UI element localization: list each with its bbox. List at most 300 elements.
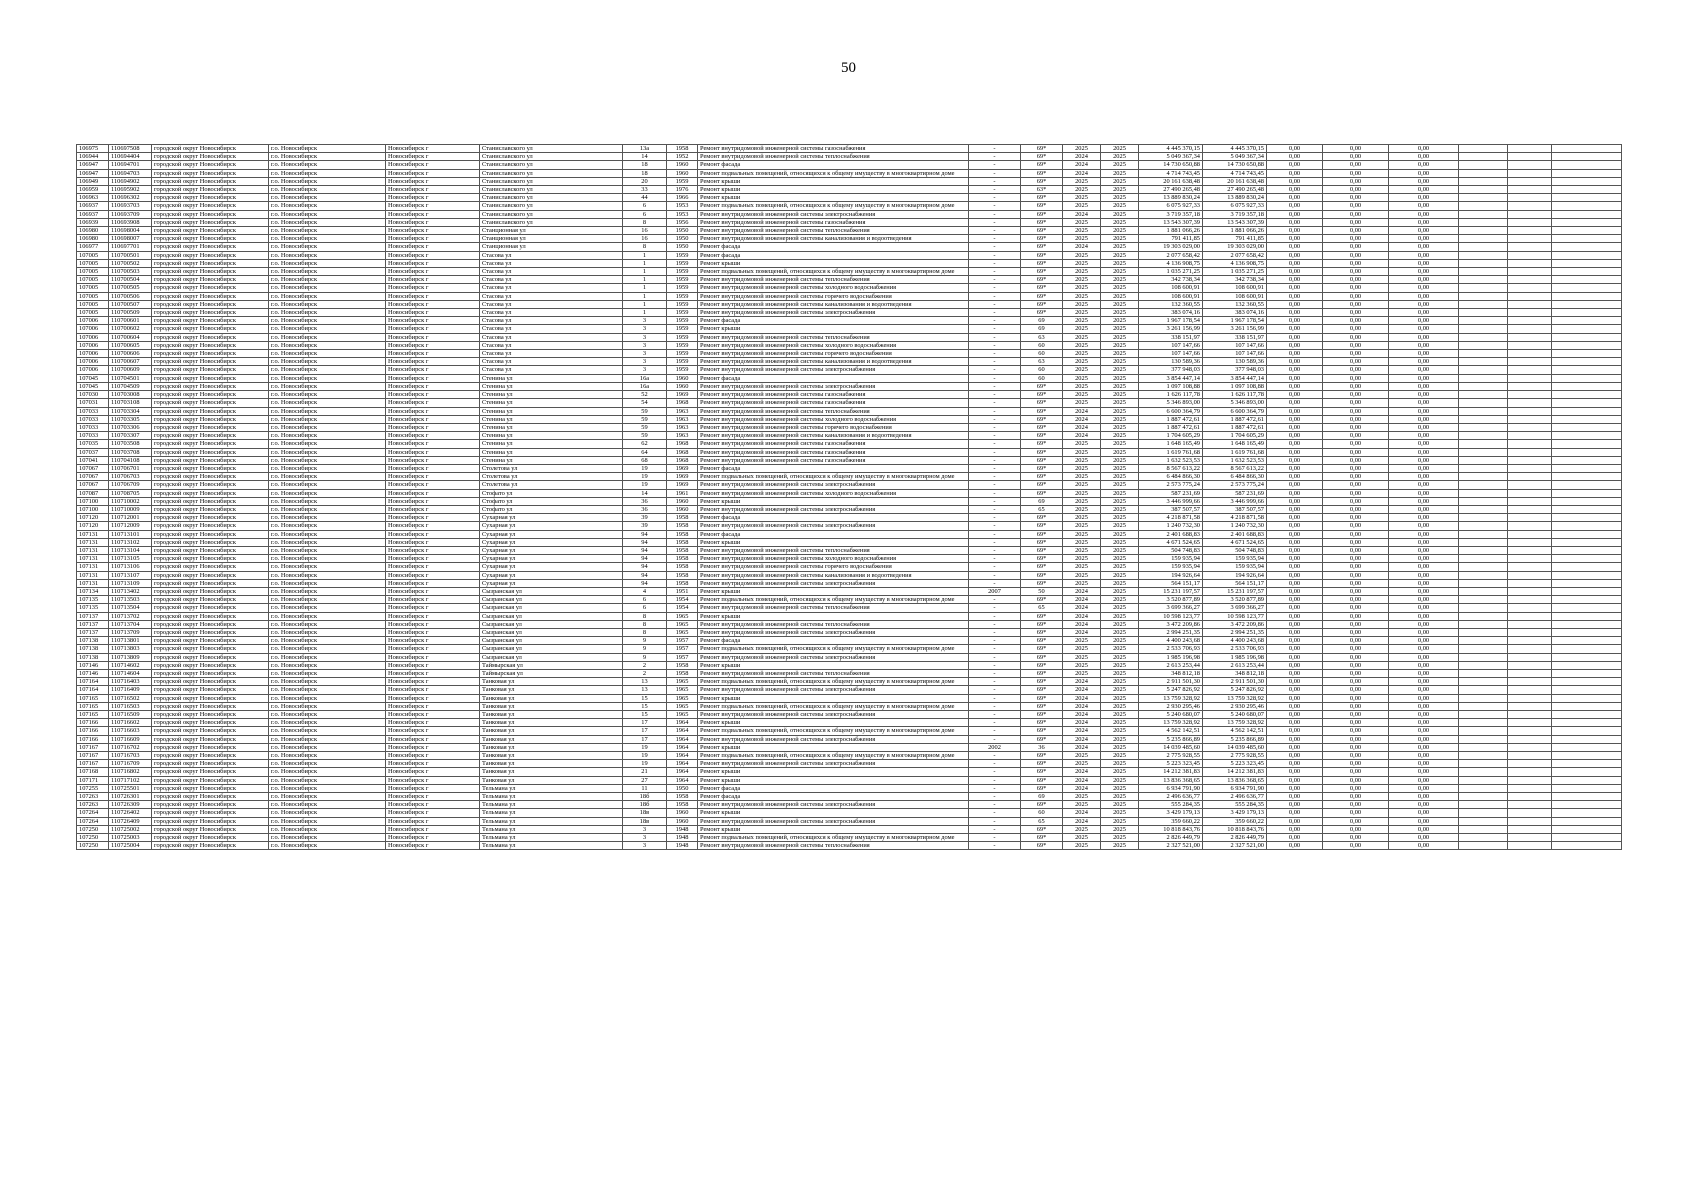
table-row <box>77 432 1622 440</box>
cell-fund-cost: 20 161 638,48 <box>1203 177 1267 185</box>
cell-settlement: Новосибирск г <box>386 177 480 185</box>
cell-plan-start-year: 2025 <box>1063 637 1101 645</box>
cell-house-number: 19 <box>623 464 667 472</box>
cell-house-id: 106937 <box>77 210 109 218</box>
cell-total-cost: 383 074,16 <box>1139 309 1203 317</box>
cell-plan-end-year: 2025 <box>1101 522 1139 530</box>
cell-total-cost: 5 346 893,00 <box>1139 399 1203 407</box>
cell-total-cost: 10 598 123,77 <box>1139 612 1203 620</box>
cell-plan-end-year: 2025 <box>1101 817 1139 825</box>
cell-build-year: 1960 <box>667 497 698 505</box>
cell-total-cost: 791 411,85 <box>1139 235 1203 243</box>
cell-plan-start-year: 2025 <box>1063 661 1101 669</box>
cell-settlement: Новосибирск г <box>386 194 480 202</box>
cell-settlement: Новосибирск г <box>386 366 480 374</box>
cell-local-cost: 0,00 <box>1389 678 1459 686</box>
cell-district: г.о. Новосибирск <box>269 186 386 194</box>
cell-build-year: 1959 <box>667 317 698 325</box>
cell-build-year: 1950 <box>667 227 698 235</box>
cell-empty <box>1459 637 1508 645</box>
cell-empty <box>1508 678 1552 686</box>
cell-regional-cost: 0,00 <box>1323 309 1389 317</box>
cell-house-id: 107005 <box>77 300 109 308</box>
cell-fund-cost: 19 303 029,00 <box>1203 243 1267 251</box>
table-row <box>77 145 1622 153</box>
cell-house-id: 107005 <box>77 251 109 259</box>
cell-district: г.о. Новосибирск <box>269 481 386 489</box>
cell-wear-percent: 69* <box>1021 456 1063 464</box>
cell-empty <box>1459 711 1508 719</box>
cell-empty <box>1459 752 1508 760</box>
cell-plan-start-year: 2025 <box>1063 645 1101 653</box>
cell-district: г.о. Новосибирск <box>269 407 386 415</box>
cell-total-cost: 1 881 066,26 <box>1139 227 1203 235</box>
cell-house-number: 52 <box>623 391 667 399</box>
cell-empty <box>1459 514 1508 522</box>
cell-budget-cost: 0,00 <box>1267 694 1323 702</box>
table-row <box>77 317 1622 325</box>
cell-settlement: Новосибирск г <box>386 735 480 743</box>
cell-build-year: 1959 <box>667 333 698 341</box>
cell-wear-percent: 69* <box>1021 227 1063 235</box>
cell-plan-end-year: 2025 <box>1101 563 1139 571</box>
cell-build-year: 1957 <box>667 653 698 661</box>
cell-build-year: 1968 <box>667 456 698 464</box>
cell-build-year: 1960 <box>667 809 698 817</box>
cell-empty <box>1552 448 1622 456</box>
cell-empty <box>1459 259 1508 267</box>
cell-empty <box>1508 661 1552 669</box>
cell-municipality: городской округ Новосибирск <box>152 801 269 809</box>
cell-wear-percent: 69* <box>1021 645 1063 653</box>
cell-wear-percent: 69* <box>1021 760 1063 768</box>
cell-fund-cost: 1 035 271,25 <box>1203 268 1267 276</box>
cell-house-id: 107165 <box>77 711 109 719</box>
cell-last-repair-year: - <box>969 243 1021 251</box>
cell-empty <box>1508 735 1552 743</box>
cell-settlement: Новосибирск г <box>386 276 480 284</box>
cell-municipality: городской округ Новосибирск <box>152 686 269 694</box>
cell-regional-cost: 0,00 <box>1323 776 1389 784</box>
cell-local-cost: 0,00 <box>1389 317 1459 325</box>
cell-municipality: городской округ Новосибирск <box>152 579 269 587</box>
cell-plan-end-year: 2025 <box>1101 686 1139 694</box>
cell-plan-end-year: 2025 <box>1101 145 1139 153</box>
cell-empty <box>1459 276 1508 284</box>
cell-empty <box>1508 784 1552 792</box>
cell-regional-cost: 0,00 <box>1323 522 1389 530</box>
cell-build-year: 1959 <box>667 284 698 292</box>
cell-work-id: 110694701 <box>109 161 152 169</box>
cell-empty <box>1459 768 1508 776</box>
cell-regional-cost: 0,00 <box>1323 670 1389 678</box>
cell-local-cost: 0,00 <box>1389 325 1459 333</box>
cell-work-id: 110697701 <box>109 243 152 251</box>
cell-build-year: 1965 <box>667 620 698 628</box>
table-row <box>77 571 1622 579</box>
cell-house-id: 106980 <box>77 227 109 235</box>
cell-settlement: Новосибирск г <box>386 571 480 579</box>
cell-empty <box>1552 177 1622 185</box>
cell-empty <box>1508 514 1552 522</box>
cell-regional-cost: 0,00 <box>1323 169 1389 177</box>
cell-budget-cost: 0,00 <box>1267 177 1323 185</box>
cell-last-repair-year: - <box>969 317 1021 325</box>
cell-district: г.о. Новосибирск <box>269 825 386 833</box>
cell-last-repair-year: - <box>969 399 1021 407</box>
cell-budget-cost: 0,00 <box>1267 834 1323 842</box>
cell-street: Станиславского ул <box>480 194 623 202</box>
cell-work-type: Ремонт фасада <box>698 464 969 472</box>
cell-municipality: городской округ Новосибирск <box>152 259 269 267</box>
cell-plan-start-year: 2025 <box>1063 834 1101 842</box>
cell-fund-cost: 14 212 381,83 <box>1203 768 1267 776</box>
cell-settlement: Новосибирск г <box>386 317 480 325</box>
cell-empty <box>1552 161 1622 169</box>
cell-empty <box>1508 620 1552 628</box>
cell-plan-end-year: 2025 <box>1101 530 1139 538</box>
cell-empty <box>1508 653 1552 661</box>
cell-plan-start-year: 2024 <box>1063 210 1101 218</box>
cell-plan-end-year: 2025 <box>1101 768 1139 776</box>
cell-municipality: городской округ Новосибирск <box>152 825 269 833</box>
cell-build-year: 1959 <box>667 366 698 374</box>
cell-regional-cost: 0,00 <box>1323 276 1389 284</box>
cell-last-repair-year: - <box>969 694 1021 702</box>
cell-settlement: Новосибирск г <box>386 538 480 546</box>
cell-plan-end-year: 2025 <box>1101 161 1139 169</box>
cell-last-repair-year: - <box>969 415 1021 423</box>
cell-plan-end-year: 2025 <box>1101 612 1139 620</box>
cell-district: г.о. Новосибирск <box>269 604 386 612</box>
cell-total-cost: 19 303 029,00 <box>1139 243 1203 251</box>
cell-total-cost: 132 360,55 <box>1139 300 1203 308</box>
cell-municipality: городской округ Новосибирск <box>152 186 269 194</box>
cell-build-year: 1958 <box>667 571 698 579</box>
cell-total-cost: 348 812,18 <box>1139 670 1203 678</box>
cell-work-id: 110706709 <box>109 481 152 489</box>
cell-build-year: 1965 <box>667 678 698 686</box>
cell-work-type: Ремонт внутридомовой инженерной системы газоснабжения <box>698 145 969 153</box>
cell-last-repair-year: - <box>969 801 1021 809</box>
cell-last-repair-year: - <box>969 637 1021 645</box>
cell-build-year: 1959 <box>667 177 698 185</box>
table-row <box>77 284 1622 292</box>
table-row <box>77 694 1622 702</box>
cell-budget-cost: 0,00 <box>1267 825 1323 833</box>
cell-empty <box>1508 407 1552 415</box>
cell-house-id: 106947 <box>77 161 109 169</box>
cell-plan-end-year: 2025 <box>1101 743 1139 751</box>
cell-municipality: городской округ Новосибирск <box>152 432 269 440</box>
cell-budget-cost: 0,00 <box>1267 186 1323 194</box>
cell-municipality: городской округ Новосибирск <box>152 702 269 710</box>
cell-last-repair-year: - <box>969 604 1021 612</box>
cell-house-id: 107067 <box>77 473 109 481</box>
cell-plan-end-year: 2025 <box>1101 694 1139 702</box>
cell-plan-start-year: 2025 <box>1063 235 1101 243</box>
cell-district: г.о. Новосибирск <box>269 637 386 645</box>
cell-regional-cost: 0,00 <box>1323 793 1389 801</box>
cell-empty <box>1508 546 1552 554</box>
cell-house-number: 15 <box>623 702 667 710</box>
cell-work-type: Ремонт фасада <box>698 374 969 382</box>
cell-local-cost: 0,00 <box>1389 546 1459 554</box>
table-row <box>77 440 1622 448</box>
cell-fund-cost: 1 985 196,98 <box>1203 653 1267 661</box>
cell-wear-percent: 69* <box>1021 612 1063 620</box>
cell-fund-cost: 14 730 650,88 <box>1203 161 1267 169</box>
cell-municipality: городской округ Новосибирск <box>152 382 269 390</box>
cell-house-number: 6 <box>623 596 667 604</box>
cell-empty <box>1552 645 1622 653</box>
cell-house-number: 2 <box>623 661 667 669</box>
cell-plan-start-year: 2024 <box>1063 784 1101 792</box>
cell-empty <box>1552 760 1622 768</box>
cell-settlement: Новосибирск г <box>386 628 480 636</box>
cell-work-id: 110703108 <box>109 399 152 407</box>
cell-empty <box>1508 825 1552 833</box>
cell-house-id: 106977 <box>77 243 109 251</box>
cell-regional-cost: 0,00 <box>1323 579 1389 587</box>
cell-work-id: 110703708 <box>109 448 152 456</box>
cell-regional-cost: 0,00 <box>1323 218 1389 226</box>
cell-settlement: Новосибирск г <box>386 596 480 604</box>
cell-wear-percent: 69* <box>1021 702 1063 710</box>
cell-fund-cost: 2 911 501,30 <box>1203 678 1267 686</box>
cell-work-type: Ремонт крыши <box>698 497 969 505</box>
cell-house-id: 107006 <box>77 358 109 366</box>
cell-empty <box>1459 145 1508 153</box>
table-row <box>77 653 1622 661</box>
cell-district: г.о. Новосибирск <box>269 670 386 678</box>
cell-build-year: 1964 <box>667 760 698 768</box>
cell-municipality: городской округ Новосибирск <box>152 711 269 719</box>
cell-plan-end-year: 2025 <box>1101 497 1139 505</box>
cell-empty <box>1552 793 1622 801</box>
cell-plan-end-year: 2025 <box>1101 186 1139 194</box>
cell-street: Станиславского ул <box>480 161 623 169</box>
cell-empty <box>1459 350 1508 358</box>
cell-plan-start-year: 2024 <box>1063 817 1101 825</box>
cell-work-id: 110713803 <box>109 645 152 653</box>
cell-street: Тельмана ул <box>480 825 623 833</box>
cell-last-repair-year: - <box>969 711 1021 719</box>
cell-district: г.о. Новосибирск <box>269 473 386 481</box>
cell-work-type: Ремонт внутридомовой инженерной системы электроснабжения <box>698 653 969 661</box>
cell-street: Сызранская ул <box>480 637 623 645</box>
cell-street: Стенина ул <box>480 415 623 423</box>
cell-house-number: 94 <box>623 571 667 579</box>
cell-settlement: Новосибирск г <box>386 309 480 317</box>
cell-work-type: Ремонт внутридомовой инженерной системы электроснабжения <box>698 366 969 374</box>
cell-empty <box>1459 374 1508 382</box>
cell-build-year: 1950 <box>667 235 698 243</box>
cell-regional-cost: 0,00 <box>1323 145 1389 153</box>
cell-fund-cost: 13 889 830,24 <box>1203 194 1267 202</box>
cell-house-id: 107100 <box>77 497 109 505</box>
cell-local-cost: 0,00 <box>1389 432 1459 440</box>
cell-empty <box>1552 309 1622 317</box>
cell-municipality: городской округ Новосибирск <box>152 497 269 505</box>
cell-house-id: 106959 <box>77 186 109 194</box>
cell-wear-percent: 69* <box>1021 727 1063 735</box>
cell-settlement: Новосибирск г <box>386 768 480 776</box>
cell-local-cost: 0,00 <box>1389 563 1459 571</box>
cell-work-id: 110713102 <box>109 538 152 546</box>
cell-work-type: Ремонт внутридомовой инженерной системы горячего водоснабжения <box>698 423 969 431</box>
cell-budget-cost: 0,00 <box>1267 391 1323 399</box>
cell-local-cost: 0,00 <box>1389 514 1459 522</box>
cell-street: Сызранская ул <box>480 587 623 595</box>
cell-street: Станционная ул <box>480 227 623 235</box>
table-row <box>77 243 1622 251</box>
cell-work-type: Ремонт внутридомовой инженерной системы канализования и водоотведения <box>698 300 969 308</box>
cell-empty <box>1552 333 1622 341</box>
cell-wear-percent: 69* <box>1021 407 1063 415</box>
cell-budget-cost: 0,00 <box>1267 317 1323 325</box>
cell-settlement: Новосибирск г <box>386 809 480 817</box>
cell-empty <box>1508 538 1552 546</box>
cell-work-type: Ремонт крыши <box>698 719 969 727</box>
cell-house-number: 1 <box>623 292 667 300</box>
cell-house-id: 107131 <box>77 555 109 563</box>
cell-total-cost: 3 261 156,99 <box>1139 325 1203 333</box>
cell-wear-percent: 69* <box>1021 432 1063 440</box>
cell-budget-cost: 0,00 <box>1267 366 1323 374</box>
cell-empty <box>1552 243 1622 251</box>
cell-street: Стасова ул <box>480 358 623 366</box>
cell-house-id: 107131 <box>77 538 109 546</box>
cell-plan-start-year: 2024 <box>1063 694 1101 702</box>
cell-work-id: 110713709 <box>109 628 152 636</box>
cell-total-cost: 2 826 449,79 <box>1139 834 1203 842</box>
cell-plan-start-year: 2025 <box>1063 546 1101 554</box>
cell-house-number: 1 <box>623 300 667 308</box>
cell-plan-start-year: 2025 <box>1063 202 1101 210</box>
cell-plan-end-year: 2025 <box>1101 309 1139 317</box>
cell-plan-start-year: 2025 <box>1063 177 1101 185</box>
cell-budget-cost: 0,00 <box>1267 661 1323 669</box>
cell-house-number: 18 <box>623 161 667 169</box>
cell-settlement: Новосибирск г <box>386 825 480 833</box>
cell-work-type: Ремонт крыши <box>698 825 969 833</box>
cell-house-number: 9 <box>623 653 667 661</box>
cell-local-cost: 0,00 <box>1389 243 1459 251</box>
cell-district: г.о. Новосибирск <box>269 596 386 604</box>
cell-regional-cost: 0,00 <box>1323 300 1389 308</box>
cell-last-repair-year: - <box>969 186 1021 194</box>
cell-plan-start-year: 2024 <box>1063 711 1101 719</box>
cell-fund-cost: 132 360,55 <box>1203 300 1267 308</box>
cell-street: Танковая ул <box>480 727 623 735</box>
cell-total-cost: 342 738,34 <box>1139 276 1203 284</box>
cell-empty <box>1508 432 1552 440</box>
cell-work-id: 110700501 <box>109 251 152 259</box>
cell-work-id: 110703307 <box>109 432 152 440</box>
cell-house-number: 36 <box>623 505 667 513</box>
cell-work-id: 110713504 <box>109 604 152 612</box>
table-row <box>77 596 1622 604</box>
cell-local-cost: 0,00 <box>1389 628 1459 636</box>
cell-work-id: 110697508 <box>109 145 152 153</box>
cell-plan-end-year: 2025 <box>1101 481 1139 489</box>
cell-build-year: 1952 <box>667 153 698 161</box>
cell-district: г.о. Новосибирск <box>269 432 386 440</box>
table-row <box>77 752 1622 760</box>
cell-empty <box>1552 415 1622 423</box>
cell-settlement: Новосибирск г <box>386 407 480 415</box>
cell-empty <box>1459 333 1508 341</box>
cell-plan-end-year: 2025 <box>1101 661 1139 669</box>
cell-plan-start-year: 2024 <box>1063 169 1101 177</box>
cell-empty <box>1508 276 1552 284</box>
cell-house-number: 6 <box>623 210 667 218</box>
cell-wear-percent: 69* <box>1021 801 1063 809</box>
cell-house-number: 2 <box>623 670 667 678</box>
cell-local-cost: 0,00 <box>1389 670 1459 678</box>
cell-empty <box>1459 670 1508 678</box>
cell-empty <box>1459 284 1508 292</box>
cell-house-id: 107138 <box>77 645 109 653</box>
cell-work-id: 110710009 <box>109 505 152 513</box>
cell-street: Танковая ул <box>480 760 623 768</box>
cell-empty <box>1459 776 1508 784</box>
cell-plan-start-year: 2025 <box>1063 825 1101 833</box>
table-row <box>77 505 1622 513</box>
cell-work-type: Ремонт крыши <box>698 743 969 751</box>
cell-district: г.о. Новосибирск <box>269 300 386 308</box>
cell-last-repair-year: - <box>969 210 1021 218</box>
cell-empty <box>1552 194 1622 202</box>
cell-work-type: Ремонт фасада <box>698 784 969 792</box>
cell-district: г.о. Новосибирск <box>269 382 386 390</box>
table-row <box>77 711 1622 719</box>
cell-empty <box>1508 645 1552 653</box>
table-row <box>77 497 1622 505</box>
cell-work-type: Ремонт внутридомовой инженерной системы электроснабжения <box>698 522 969 530</box>
cell-work-id: 110695902 <box>109 186 152 194</box>
cell-house-id: 107006 <box>77 317 109 325</box>
cell-regional-cost: 0,00 <box>1323 161 1389 169</box>
cell-fund-cost: 5 223 323,45 <box>1203 760 1267 768</box>
cell-district: г.о. Новосибирск <box>269 440 386 448</box>
cell-budget-cost: 0,00 <box>1267 489 1323 497</box>
cell-empty <box>1459 825 1508 833</box>
cell-empty <box>1508 801 1552 809</box>
cell-last-repair-year: - <box>969 719 1021 727</box>
cell-street: Танковая ул <box>480 752 623 760</box>
cell-empty <box>1552 382 1622 390</box>
cell-house-number: 59 <box>623 423 667 431</box>
cell-settlement: Новосибирск г <box>386 719 480 727</box>
cell-plan-end-year: 2025 <box>1101 473 1139 481</box>
cell-budget-cost: 0,00 <box>1267 309 1323 317</box>
cell-empty <box>1459 309 1508 317</box>
cell-municipality: городской округ Новосибирск <box>152 391 269 399</box>
cell-regional-cost: 0,00 <box>1323 268 1389 276</box>
cell-budget-cost: 0,00 <box>1267 612 1323 620</box>
cell-street: Стасова ул <box>480 251 623 259</box>
cell-empty <box>1552 620 1622 628</box>
cell-plan-start-year: 2025 <box>1063 464 1101 472</box>
cell-build-year: 1958 <box>667 522 698 530</box>
cell-fund-cost: 791 411,85 <box>1203 235 1267 243</box>
table-row <box>77 735 1622 743</box>
cell-work-type: Ремонт внутридомовой инженерной системы канализования и водоотведения <box>698 235 969 243</box>
cell-district: г.о. Новосибирск <box>269 292 386 300</box>
cell-build-year: 1958 <box>667 563 698 571</box>
